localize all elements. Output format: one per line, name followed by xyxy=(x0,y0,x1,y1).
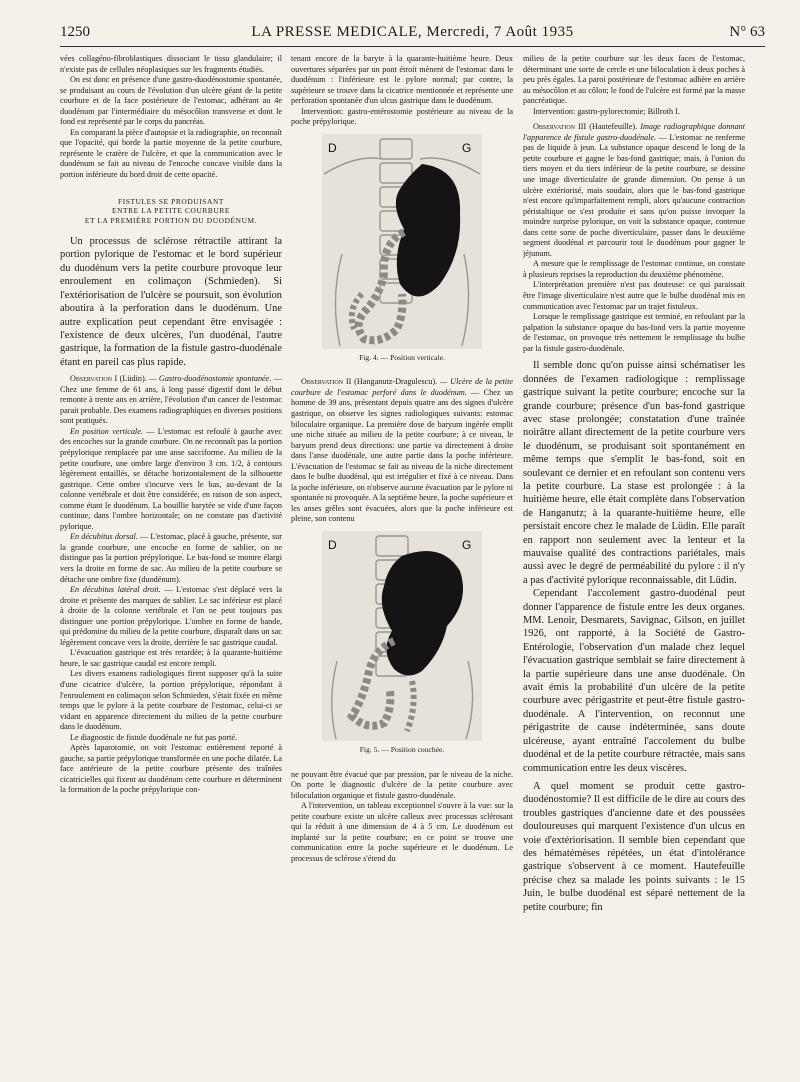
figure-4 xyxy=(291,134,513,349)
xray-image-position-couchee xyxy=(322,531,482,741)
observation-author: (Lüdin). xyxy=(119,374,147,384)
running-header xyxy=(60,24,765,46)
paragraph: — Chez un homme de 39 ans, présentant depuis quatre ans des signes d'ulcère gastrique, on observe les signes radiologiques suivants: estomac biloculaire organique. La première dose de baryum ingérée emplit une niche située au milieu de la petite courbure; à ce niveau, le baryum prend deux directions: une partie va directement à droite dans l'anse duodénale, une autre partie dans la poche inférieure. L'évacuation de l'estomac se fait au niveau de la niche directement dans le bulbe duodénal, qui est irrégulier et fixé à ce niveau. Dans la poche inférieure, on n'observe aucune évacuation par le pylore ni spontanée ni provoquée. A la septième heure, la poche supérieure et les anses grêles sont évacuées, alors que la poche inférieure est pleine, son contenu xyxy=(291,387,513,524)
section-heading xyxy=(60,197,282,226)
paragraph-text: — L'estomac est refoulé à gauche avec des encoches sur la grande courbure. On ne reconnaît pas la portion prépylorique remplacée par une anse sacciforme. Au milieu de la petite courbure, une ombre large d'environ 3 cm. 1/2, à contours légèrement entaillés, se détache horizontalement de la silhouette gastrique. Cette ombre s'incurve vers le bas, au-devant de la colonne vertébrale et doit être considérée, en raison de son aspect, comme étant le duodénum. La bouillie barytée se vide d'une façon continue, dans l'ombre horizontale; on ne constate pas d'activité pylorique. xyxy=(60,426,282,531)
observation-title: — Gastro-duodénostomie spontanée. xyxy=(149,374,272,384)
paragraph: En comparant la pièce d'autopsie et la radiographie, on reconnaît que l'opacité, qui borde la partie moyenne de la petite courbure, représente le cratère de l'ulcère, et que la communication avec le duodénum se fait au niveau de l'encoche concave visible dans la portion inférieure du bord droit de cette opacité. xyxy=(60,127,282,180)
paragraph: Les divers examens radiologiques firent supposer qu'à la suite d'une cicatrice d'ulcère, la portion prépylorique, répondant à l'enroulement en colimaçon selon Schmieden, s'était fixée en même temps que le pylore à la petite courbure de l'estomac, celui-ci se vidant en apparence directement du milieu de la petite courbure dans le duodénum. xyxy=(60,669,282,732)
observation-author: (Hautefeuille). xyxy=(589,122,638,132)
paragraph: Le diagnostic de fistule duodénale ne fut pas porté. xyxy=(70,732,238,742)
paragraph: L'interprétation première n'est pas douteuse: ce qui paraissait être l'image diverticulaire n'est autre que le bulbe duodénal mis en communication avec l'estomac par un trajet fistuleux. xyxy=(523,280,745,311)
fig5-label-g: G xyxy=(462,538,472,553)
observation-label: Observation II xyxy=(301,377,352,387)
journal-title: LA PRESSE MEDICALE, Mercredi, 7 Août 1935 xyxy=(251,24,574,40)
paragraph: Lorsque le remplissage gastrique est terminé, en refoulant par la palpation la substance opaque du bas-fond vers la partie moyenne de l'estomac, on provoque très nettement le remplissage du bulbe par la fistule gastro-duodénale. xyxy=(523,312,745,353)
paragraph: — L'estomac ne renferme pas de liquide à jeun. La substance opaque descend le long de la petite courbure et gagne le bas-fond gastrique; mais, à l'union du tiers moyen et du tiers inférieur de la petite courbure, se dessine une image diverticulaire de grande dimension. On pense à un ulcère extériorisé, mais soudain, alors que le bas-fond gastrique n'est encore qu'imparfaitement rempli, alors qu'aucune contraction péristaltique ne s'est produite et sans qu'on puisse invoquer la moindre surprise pylorique, on voit la substance opaque, contenue dans cette sorte de poche diverticulaire, passer dans le deuxième segment duodénal et parcourir tout le duodénum pour gagner le jéjunum. xyxy=(523,132,745,258)
position-label: En décubitus dorsal. xyxy=(70,532,138,542)
paragraph: On est donc en présence d'une gastro-duodénostomie spontanée, se produisant au cours de l'évolution d'un ulcère géant de la petite courbure et de la face postérieure de l'estomac, adhérant au 4e duodénum par l'intermédiaire du mésocôlon transverse et dont le fond est représenté par le corps du pancréas. xyxy=(60,75,282,127)
figure-caption: Fig. 4. — Position verticale. xyxy=(359,352,445,362)
paragraph: A quel moment se produit cette gastro-duodénostomie? Il est difficile de le dire au cours des troubles gastriques d'ancienne date et des poussées douloureuses qui marquent l'existence d'un ulcus en voie d'extériorisation. Il semble bien cependant que des hématémèses répétées, un état d'intolérance gastrique s'observent à ce moment. Hautefeuille précise chez sa malade les points suivants : le 15 Juin, le bulbe duodénal est séparé nettement de la petite courbure; fin xyxy=(523,780,745,913)
fig4-label-g: G xyxy=(462,140,472,155)
paragraph: Cependant l'accolement gastro-duodénal peut donner l'apparence de fistule entre les deux organes. MM. Lenoir, Desmarets, Savignac, Gilson, en juillet 1926, ont rapporté, à la Société de Gastro-Entérologie, l'observation d'un malade chez lequel l'évacuation gastrique semblait se faire directement à la partie supérieure dans une anse duodénale. On avait émis la probabilité d'un ulcère de la petite courbure avec périgastrite et peut-être fistule gastro-duodénale. A l'intervention, on reconnut une périgastrite de cause indéterminée, sans doute ulcéreuse, ayant entraîné l'accolement du bulbe duodénal et de la petite courbure rétractée, mais sans communication entre les deux viscères. xyxy=(523,588,745,774)
paragraph: vées collagéno-fibroblastiques dissociant le tissu glandulaire; il n'existe pas de cellules néoplasiques sur les fragments étudiés. xyxy=(60,54,282,74)
paragraph: Après laparotomie, on voit l'estomac entièrement reporté à gauche, sa partie prépylorique transformée en une poche dilatée. La face antérieure de la petite courbure présente des traînées cicatricielles qui fixent au duodénum cette courbure et déterminent la formation de la poche prépylorique con- xyxy=(60,743,282,795)
column-1 xyxy=(60,54,282,1074)
paragraph-text: — L'estomac, placé à gauche, présente, sur la grande courbure, une encoche en forme de sablier, on ne distingue pas la portion prépylorique. Le bas-fond se montre élargi vers la droite en forme de sac. Au milieu de la petite courbure se détache une ombre fixe (duodénum). xyxy=(60,532,282,584)
paragraph: — Chez une femme de 61 ans, à long passé digestif dont le début remonte à trente ans en arrière, l'évolution d'un cancer de l'estomac parait probable. Des examens radiographiques en diverses positions sont pratiqués. xyxy=(60,374,282,426)
paragraph: ne pouvant être évacué que par pression, par le niveau de la niche. On porte le diagnostic d'ulcère de la petite courbure avec biloculation organique et fistule gastro-duodénale. xyxy=(291,769,513,800)
observation-title: Image radiographique donnant l'apparence de fistule gastro-duodénale. xyxy=(523,122,745,142)
section-heading-line: ET LA PREMIÈRE PORTION DU DUODÉNUM. xyxy=(84,215,258,225)
paragraph xyxy=(60,427,282,532)
paragraph: Il semble donc qu'on puisse ainsi schématiser les données de l'examen radiologique : remplissage gastrique suivant la petite courbure; encoche sur la grande courbure; présence d'un bas-fond gastrique avec stase prolongée; constatation d'une traînée noirâtre allant directement de la petite courbure vers le duodénum, se produisant soit spontanément en même temps que s'emplit le bas-fond, soit en soulevant ce dernier et en refoulant son contenu vers la petite courbure. La stase est prolongée : à la huitième heure, elle était complète dans l'observation de Hanganutz; à la quarante-huitième heure, elle persistait encore chez le malade de Lüdin. Elle paraît en rapport non seulement avec la lenteur et la mauvaise qualité des contractions pariétales, mais aussi avec le degré de perméabilité du pylore : il n'y a pas d'activité pylorique reconnaissable, dit Lüdin. xyxy=(523,360,745,586)
fig4-label-d: D xyxy=(328,140,337,155)
issue-number: N° 63 xyxy=(729,24,765,40)
paragraph xyxy=(60,532,282,585)
paragraph-text: — L'estomac s'est déplacé vers la droite et présente des marques de sablier. Le sac inférieur est placé à droite de la colonne vertébrale et l'on ne peut toujours pas distinguer une portion prépylorique. L'ombre en forme de bande, qui prédomine du milieu de la petite courbure, disparaît dans un sac légèrement concave vers la droite, derrière le sac gastrique caudal. xyxy=(60,585,282,647)
observation-author: (Hanganutz-Dragulescu). xyxy=(354,377,438,387)
paragraph: milieu de la petite courbure sur les deux faces de l'estomac, déterminant une sorte de cercle et une biloculation à deux poches à peu près égales. La paroi postérieure de l'estomac adhère en arrière au mésocôlon et au côlon; le fond de l'ulcère est formé par la masse pancréatique. xyxy=(523,54,745,106)
paragraph: Intervention: gastro-pylorectomie; Billroth I. xyxy=(533,106,680,116)
header-rule xyxy=(60,46,765,47)
observation-2 xyxy=(291,377,513,525)
observation-label: Observation III xyxy=(533,122,587,132)
paragraph: tenant encore de la baryte à la quarante-huitième heure. Deux ouvertures séparées par un pont étroit mènent de l'estomac dans le duodénum : l'inférieure est le pylore normal; par contre, la supérieure se trouve dans la cicatrice mentionnée et représente une perforation spontanée d'un ulcus gastrique dans le duodénum. xyxy=(291,54,513,106)
observation-1 xyxy=(60,374,282,427)
paragraph: A l'intervention, un tableau exceptionnel s'ouvre à la vue: sur la petite courbure existe un ulcère calleux avec processus sclérosant qui la réduit à une dimension de 4 à 5 cm. Le duodénum est implanté sur la petite courbure; en ce point se trouve une communication entre la poche supérieure et le duodénum. Le processus de sclérose s'étend du xyxy=(291,801,513,863)
observation-3 xyxy=(523,122,745,259)
figure-5 xyxy=(291,531,513,741)
paragraph: Intervention: gastro-entérostomie postérieure au niveau de la poche prépylorique. xyxy=(291,106,513,127)
page-number: 1250 xyxy=(60,24,90,40)
position-label: En décubitus latéral droit. xyxy=(70,585,161,595)
observation-label: Observation I xyxy=(70,374,118,384)
section-heading-line: ENTRE LA PETITE COURBURE xyxy=(111,206,231,216)
fig5-label-d: D xyxy=(328,538,337,553)
xray-image-position-verticale xyxy=(322,134,482,349)
figure-caption: Fig. 5. — Position couchée. xyxy=(359,745,445,755)
position-label: En position verticale. xyxy=(70,426,143,436)
column-2 xyxy=(291,54,513,1074)
paragraph xyxy=(60,585,282,648)
column-3 xyxy=(523,54,745,1074)
paragraph: A mesure que le remplissage de l'estomac continue, on constate à plusieurs reprises la reproduction du deuxième phénomène. xyxy=(523,259,745,279)
observation-title: — Ulcère de la petite courbure de l'estomac perforé dans le duodénum. xyxy=(291,377,513,397)
paragraph: L'évacuation gastrique est très retardée; à la quarante-huitième heure, le sac gastrique caudal est encore rempli. xyxy=(60,648,282,668)
section-heading-line: FISTULES SE PRODUISANT xyxy=(117,196,224,206)
paragraph: Un processus de sclérose rétractile attirant la portion pylorique de l'estomac et le bord supérieur du duodénum vers la petite courbure provoque leur enroulement en colimaçon (Schmieden). Si l'extériorisation de l'ulcère se poursuit, son évolution aboutira à la perforation dans le duodénum. Une autre explication peut cependant être envisagée : l'existence de deux ulcères, l'un duodénal, l'autre gastrique, la formation de la fistule gastro-duodénale étant en pareil cas plus rapide. xyxy=(60,236,282,368)
